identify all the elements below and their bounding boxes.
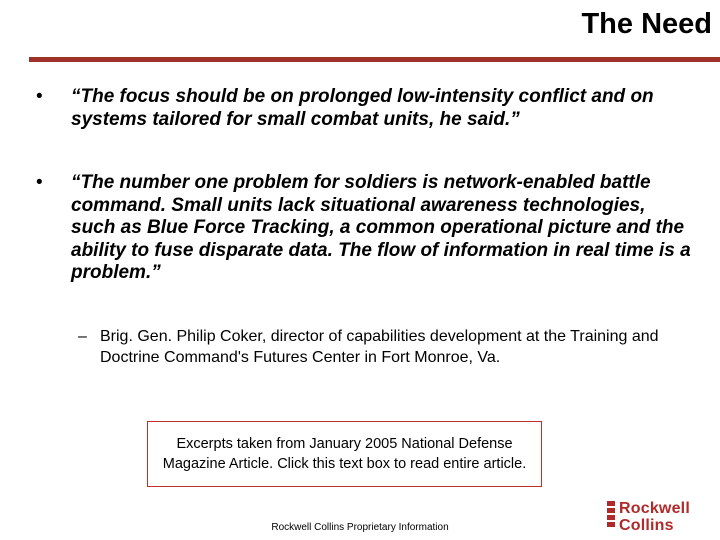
attribution-text: Brig. Gen. Philip Coker, director of capabilities development at the Training and Doctrine Command's Futures Center in Fort Monroe, Va. <box>100 328 659 366</box>
logo-word-collins: Collins <box>619 517 674 534</box>
bullet-marker: • <box>36 172 43 193</box>
title-rule <box>29 57 720 62</box>
bullet-marker: • <box>36 86 43 107</box>
article-link-box[interactable] <box>147 421 542 487</box>
rockwell-collins-logo <box>607 498 712 536</box>
attribution-dash: – <box>78 328 87 345</box>
bullet-item <box>36 172 691 285</box>
article-link-text[interactable]: Excerpts taken from January 2005 National Defense Magazine Article. Click this text box to read entire article. <box>162 436 527 472</box>
bullet-text: “The number one problem for soldiers is network-enabled battle command. Small units lack situational awareness technologies, such as Blue Force Tracking, a common operational picture and the ability to fuse disparate data. The flow of information in real time is a problem.” <box>71 172 691 283</box>
quote-attribution <box>78 326 690 368</box>
logo-word-rockwell: Rockwell <box>619 500 690 517</box>
footer-proprietary: Rockwell Collins Proprietary Information <box>271 522 449 533</box>
bullet-item <box>36 86 691 131</box>
slide-title: The Need <box>581 8 712 40</box>
bullet-text: “The focus should be on prolonged low-intensity conflict and on systems tailored for small combat units, he said.” <box>71 86 654 130</box>
logo-mark-icon <box>607 501 615 529</box>
